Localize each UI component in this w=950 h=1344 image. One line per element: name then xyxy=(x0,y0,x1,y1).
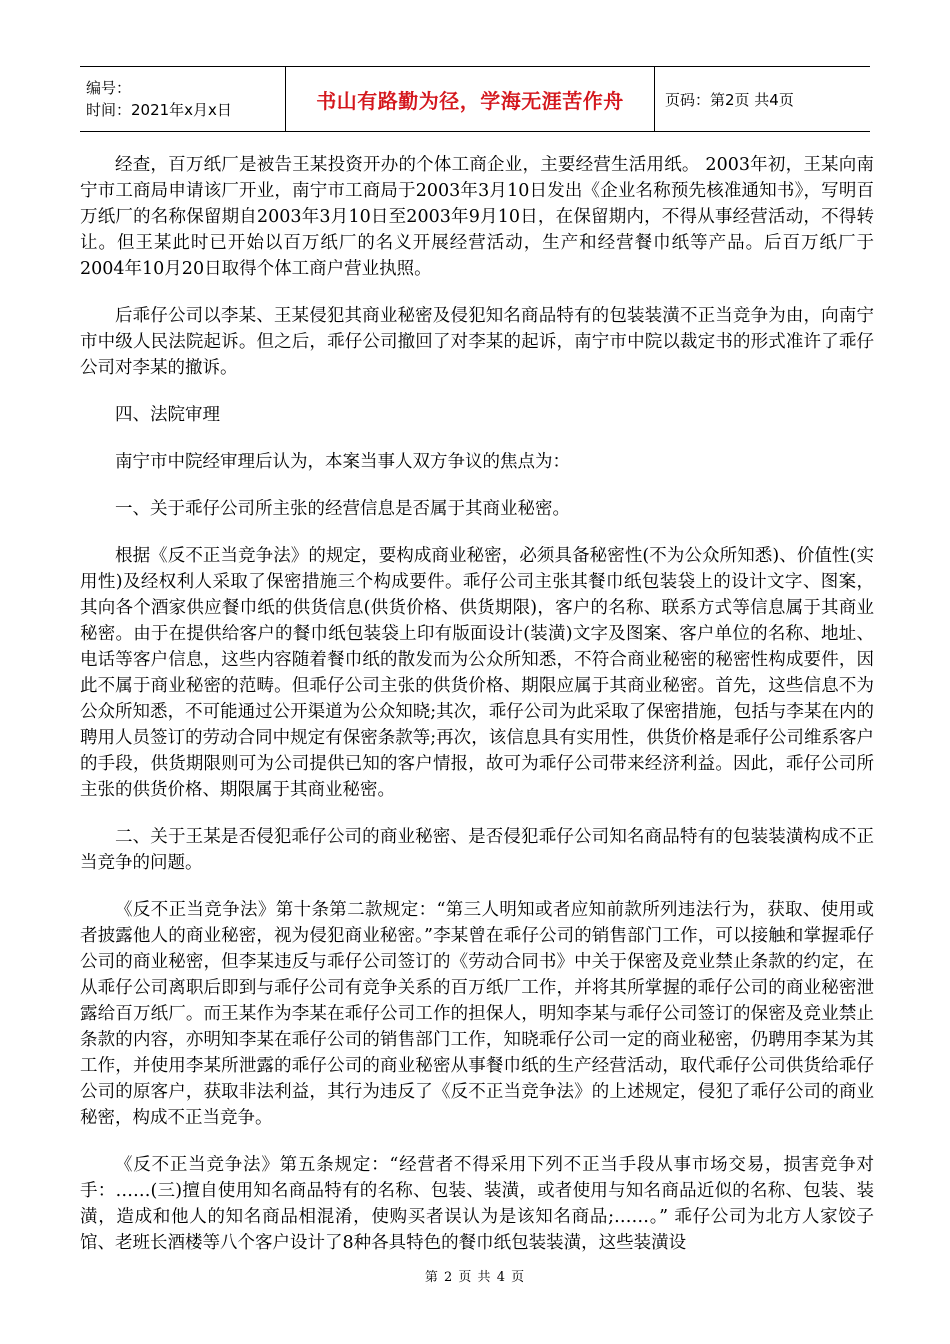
paragraph-article-five: 《反不正当竞争法》第五条规定：“经营者不得采用下列不正当手段从事市场交易，损害竞争对手：……(三)擅自使用知名商品特有的名称、包装、装潢，或者使用与知名商品近似的名称、包装、装潢，造成和他人的知名商品相混淆，使购买者误认为是该知名商品;……。” 乖仔公司为北方人家饺子馆、老班长酒楼等八个客户设计了8种各具特色的餐巾纸包装装潢，这些装潢设 xyxy=(80,1155,874,1253)
document-number-label: 编号： xyxy=(86,79,132,97)
header-page-code-cell xyxy=(655,67,870,131)
paragraph-lawsuit: 后乖仔公司以李某、王某侵犯其商业秘密及侵犯知名商品特有的包装装潢不正当竞争为由，向南宁市中级人民法院起诉。但之后，乖仔公司撤回了对李某的起诉，南宁市中院以裁定书的形式准许了乖仔公司对李某的撤诉。 xyxy=(80,306,874,378)
issue-heading-two: 二、关于王某是否侵犯乖仔公司的商业秘密、是否侵犯乖仔公司知名商品特有的包装装潢构成不正当竞争的问题。 xyxy=(80,827,874,873)
page-code-label: 页码：第2页 共4页 xyxy=(665,90,794,109)
paragraph-trade-secret-analysis: 根据《反不正当竞争法》的规定，要构成商业秘密，必须具备秘密性(不为公众所知悉)、价值性(实用性)及经权利人采取了保密措施三个构成要件。乖仔公司主张其餐巾纸包装袋上的设计文字、图案，其向各个酒家供应餐巾纸的供货信息(供货价格、供货期限)，客户的名称、联系方式等信息属于其商业秘密。由于在提供给客户的餐巾纸包装袋上印有版面设计(装潢)文字及图案、客户单位的名称、地址、电话等客户信息，这些内容随着餐巾纸的散发而为公众所知悉，不符合商业秘密的秘密性构成要件，因此不属于商业秘密的范畴。但乖仔公司主张的供货价格、期限应属于其商业秘密。首先，这些信息不为公众所知悉，不可能通过公开渠道为公众知晓;其次，乖仔公司为此采取了保密措施，包括与李某在内的聘用人员签订的劳动合同中规定有保密条款等;再次，该信息具有实用性，供货价格是乖仔公司维系客户的手段，供货期限则可为公司提供已知的客户情报，故可为乖仔公司带来经济利益。因此，乖仔公司所主张的供货价格、期限属于其商业秘密。 xyxy=(80,546,874,800)
document-time-label: 时间：2021年x月x日 xyxy=(86,101,232,119)
page-footer: 第 2 页 共 4 页 xyxy=(424,1270,526,1285)
document-body xyxy=(80,152,874,1277)
issue-heading-one: 一、关于乖仔公司所主张的经营信息是否属于其商业秘密。 xyxy=(115,499,570,519)
header-info xyxy=(80,67,285,131)
paragraph-focus-intro: 南宁市中院经审理后认为，本案当事人双方争议的焦点为： xyxy=(115,452,570,472)
page-header xyxy=(80,66,870,132)
header-motto-cell xyxy=(285,67,655,131)
section-heading-court-trial: 四、法院审理 xyxy=(115,405,220,425)
header-motto: 书山有路勤为径，学海无涯苦作舟 xyxy=(316,88,624,113)
paragraph-article-ten: 《反不正当竞争法》第十条第二款规定：“第三人明知或者应知前款所列违法行为，获取、使用或者披露他人的商业秘密，视为侵犯商业秘密。”李某曾在乖仔公司的销售部门工作，可以接触和掌握乖仔公司的商业秘密，但李某违反与乖仔公司签订的《劳动合同书》中关于保密及竞业禁止条款的约定，在从乖仔公司离职后即到与乖仔公司有竞争关系的百万纸厂工作，并将其所掌握的乖仔公司的商业秘密泄露给百万纸厂。而王某作为李某在乖仔公司工作的担保人，明知李某与乖仔公司签订的保密及竞业禁止条款的内容，亦明知李某在乖仔公司的销售部门工作，知晓乖仔公司一定的商业秘密，仍聘用李某为其工作，并使用李某所泄露的乖仔公司的商业秘密从事餐巾纸的生产经营活动，取代乖仔公司供货给乖仔公司的原客户，获取非法利益，其行为违反了《反不正当竞争法》的上述规定，侵犯了乖仔公司的商业秘密，构成不正当竞争。 xyxy=(80,900,874,1128)
paragraph-investigation: 经查，百万纸厂是被告王某投资开办的个体工商企业，主要经营生活用纸。 2003年初，王某向南宁市工商局申请该厂开业，南宁市工商局于2003年3月10日发出《企业名称预先核准通知书》，写明百万纸厂的名称保留期自2003年3月10日至2003年9月10日，在保留期内，不得从事经营活动，不得转让。但王某此时已开始以百万纸厂的名义开展经营活动，生产和经营餐巾纸等产品。后百万纸厂于2004年10月20日取得个体工商户营业执照。 xyxy=(80,155,874,279)
